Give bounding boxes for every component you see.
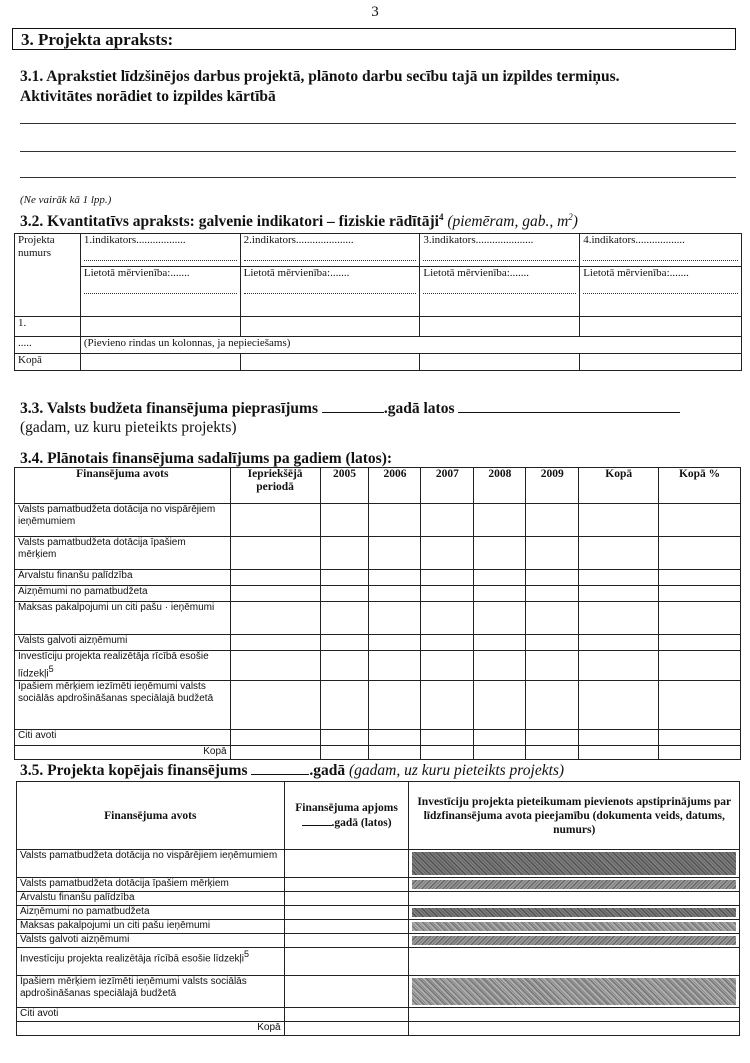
source-label <box>15 586 231 602</box>
section-3-2-heading <box>20 212 578 231</box>
value-cell[interactable] <box>526 635 579 651</box>
footnote-mark: 5 <box>48 664 54 674</box>
source-label <box>17 892 285 906</box>
value-cell[interactable] <box>474 537 526 570</box>
source-label <box>17 948 285 976</box>
source-text: Valsts pamatbudžeta dotācija no vispārējiem ieņēmumiem <box>20 850 278 861</box>
total-cell[interactable] <box>320 746 369 760</box>
indicator-2-header[interactable] <box>240 234 420 267</box>
table-row <box>17 906 740 920</box>
shaded-area <box>412 936 736 945</box>
indicator-label: 3.indikators..................... <box>423 234 534 246</box>
example-end: ) <box>572 213 578 231</box>
total-label: Kopā <box>15 354 81 371</box>
heading-text-b: .gadā latos <box>383 400 455 417</box>
column-header: 2008 <box>474 468 526 504</box>
value-cell[interactable] <box>474 635 526 651</box>
amount-cell[interactable] <box>284 976 409 1008</box>
value-cell[interactable] <box>526 651 579 681</box>
heading-text: 3.5. Projekta kopējais finansējums <box>20 762 248 779</box>
total-cell[interactable] <box>421 746 474 760</box>
value-cell[interactable] <box>320 537 369 570</box>
indicator-label: 1.indikators.................. <box>83 234 186 246</box>
value-cell[interactable] <box>580 317 742 337</box>
table-row <box>15 681 741 730</box>
header-source: Finansējuma avots <box>17 782 285 850</box>
total-row <box>15 746 741 760</box>
value-cell[interactable] <box>421 635 474 651</box>
value-cell[interactable] <box>230 570 320 586</box>
value-cell[interactable] <box>420 317 580 337</box>
column-header: Kopā <box>579 468 659 504</box>
heading-sub: (gadam, uz kuru pieteikts projekts) <box>20 419 237 436</box>
confirmation-cell <box>409 934 740 948</box>
value-cell[interactable] <box>230 651 320 681</box>
value-cell[interactable] <box>80 317 240 337</box>
total-cell[interactable] <box>230 746 320 760</box>
value-cell[interactable] <box>659 681 741 730</box>
header-amount-b: .gadā (latos) <box>331 817 392 829</box>
section-3-1-heading <box>20 67 735 107</box>
value-cell[interactable] <box>369 537 421 570</box>
confirmation-cell[interactable] <box>409 948 740 976</box>
amount-cell[interactable] <box>284 934 409 948</box>
total-label: Kopā <box>15 746 231 760</box>
table-row <box>17 850 740 878</box>
confirmation-cell <box>409 976 740 1008</box>
value-cell[interactable] <box>320 635 369 651</box>
value-cell[interactable] <box>421 651 474 681</box>
table-row <box>15 537 741 570</box>
unit-label: Lietotā mērvienība:....... <box>583 267 689 279</box>
value-cell[interactable] <box>579 586 659 602</box>
value-cell[interactable] <box>526 602 579 635</box>
value-cell[interactable] <box>230 681 320 730</box>
shaded-area <box>412 922 736 931</box>
unit-cell[interactable] <box>80 267 240 317</box>
value-cell[interactable] <box>230 537 320 570</box>
amount-cell[interactable] <box>284 1008 409 1022</box>
value-cell[interactable] <box>526 681 579 730</box>
amount-cell[interactable] <box>284 948 409 976</box>
value-cell[interactable] <box>421 504 474 537</box>
heading-example <box>443 213 578 230</box>
confirmation-cell <box>409 850 740 878</box>
total-cell[interactable] <box>369 746 421 760</box>
value-cell[interactable] <box>474 681 526 730</box>
value-cell[interactable] <box>320 586 369 602</box>
unit-label: Lietotā mērvienība:....... <box>243 267 350 279</box>
unit-cell[interactable] <box>240 267 420 317</box>
value-cell[interactable] <box>526 570 579 586</box>
source-text: Ārvalstu finanšu palīdzība <box>20 892 135 903</box>
table-row <box>17 934 740 948</box>
answer-line[interactable] <box>20 151 736 152</box>
source-text: Investīciju projekta realizētāja rīcībā esošie līdzekļi <box>20 953 244 965</box>
indicator-label: 4.indikators.................. <box>583 234 685 246</box>
source-label <box>15 570 231 586</box>
table-row <box>15 504 741 537</box>
value-cell[interactable] <box>474 504 526 537</box>
value-cell[interactable] <box>320 730 369 746</box>
total-cell[interactable] <box>409 1022 740 1036</box>
column-header: 2007 <box>421 468 474 504</box>
value-cell[interactable] <box>421 570 474 586</box>
column-header: 2006 <box>369 468 421 504</box>
value-cell[interactable] <box>421 537 474 570</box>
confirmation-cell <box>409 906 740 920</box>
source-label <box>17 906 285 920</box>
amount-cell[interactable] <box>284 892 409 906</box>
confirmation-cell <box>409 920 740 934</box>
header-amount <box>284 782 409 850</box>
heading-text: 3.3. Valsts budžeta finansējuma pieprasījums <box>20 400 318 417</box>
source-text: Investīciju projekta realizētāja rīcībā esošie līdzekļi <box>18 651 209 680</box>
value-cell[interactable] <box>369 730 421 746</box>
source-text: Aizņēmumi no pamatbudžeta <box>18 586 148 597</box>
value-cell[interactable] <box>659 635 741 651</box>
indicator-1-header[interactable] <box>80 234 240 267</box>
unit-label: Lietotā mērvienība:....... <box>423 267 530 279</box>
section-title: 3. Projekta apraksts: <box>12 28 736 50</box>
row-number: ..... <box>15 337 81 354</box>
value-cell[interactable] <box>369 681 421 730</box>
source-label <box>15 681 231 730</box>
value-cell[interactable] <box>579 504 659 537</box>
table-row <box>17 920 740 934</box>
example-text: (piemēram, gab., m <box>443 213 569 231</box>
table-row <box>17 1008 740 1022</box>
heading-line-2: Aktivitātes norādiet to izpildes kārtībā <box>20 88 276 105</box>
source-label <box>17 934 285 948</box>
answer-line[interactable] <box>20 123 736 124</box>
footnote-mark: 5 <box>244 949 250 959</box>
source-text: Valsts pamatbudžeta dotācija no vispārējiem ieņēmumiem <box>18 504 216 527</box>
source-text: Citi avoti <box>18 730 57 742</box>
table-row <box>15 730 741 746</box>
header-confirmation: Investīciju projekta pieteikumam pievienots apstiprinājums par līdzfinansējuma avota pieejamību (dokumenta veids, datums, numurs) <box>409 782 740 850</box>
total-cell[interactable] <box>240 354 420 371</box>
value-cell[interactable] <box>526 537 579 570</box>
value-cell[interactable] <box>474 602 526 635</box>
value-cell[interactable] <box>659 651 741 681</box>
shaded-area <box>412 880 736 889</box>
value-cell[interactable] <box>230 730 320 746</box>
year-input[interactable] <box>322 400 384 413</box>
header-amount-a: Finansējuma apjoms <box>295 802 398 814</box>
amount-cell[interactable] <box>284 878 409 892</box>
source-text: Valsts pamatbudžeta dotācija īpašiem mērķiem <box>18 537 186 560</box>
source-label <box>17 976 285 1008</box>
year-input[interactable] <box>302 815 332 826</box>
value-cell[interactable] <box>526 586 579 602</box>
length-note: (Ne vairāk kā 1 lpp.) <box>20 194 112 206</box>
value-cell[interactable] <box>369 570 421 586</box>
total-label: Kopā <box>17 1022 285 1036</box>
value-cell[interactable] <box>320 681 369 730</box>
value-cell[interactable] <box>369 504 421 537</box>
value-cell[interactable] <box>579 570 659 586</box>
total-financing-table <box>16 781 740 1036</box>
value-cell[interactable] <box>421 730 474 746</box>
source-label <box>15 730 231 746</box>
table-row <box>15 570 741 586</box>
value-cell[interactable] <box>320 570 369 586</box>
table-row <box>15 602 741 635</box>
page-number: 3 <box>371 4 379 20</box>
source-text: Valsts galvoti aizņēmumi <box>18 635 128 646</box>
value-cell[interactable] <box>579 651 659 681</box>
row-number: 1. <box>15 317 81 337</box>
source-text: Ārvalstu finanšu palīdzība <box>18 570 133 581</box>
value-cell[interactable] <box>579 602 659 635</box>
value-cell[interactable] <box>320 651 369 681</box>
value-cell[interactable] <box>659 504 741 537</box>
value-cell[interactable] <box>421 602 474 635</box>
value-cell[interactable] <box>474 586 526 602</box>
source-label <box>15 504 231 537</box>
value-cell[interactable] <box>369 635 421 651</box>
indicator-label: 2.indikators..................... <box>243 234 354 246</box>
table-row <box>15 651 741 681</box>
amount-cell[interactable] <box>284 906 409 920</box>
source-label <box>15 651 231 681</box>
total-cell[interactable] <box>579 746 659 760</box>
column-header: Kopā % <box>659 468 741 504</box>
value-cell[interactable] <box>474 651 526 681</box>
table-row <box>15 635 741 651</box>
amount-cell[interactable] <box>284 850 409 878</box>
total-cell[interactable] <box>580 354 742 371</box>
source-label <box>15 537 231 570</box>
indicators-table <box>14 233 742 371</box>
add-rows-note: (Pievieno rindas un kolonnas, ja nepieciešams) <box>80 337 741 354</box>
source-label <box>15 635 231 651</box>
total-row <box>17 1022 740 1036</box>
value-cell[interactable] <box>421 681 474 730</box>
column-header: Iepriekšējā periodā <box>230 468 320 504</box>
unit-cell[interactable] <box>580 267 742 317</box>
year-input[interactable] <box>251 762 309 775</box>
value-cell[interactable] <box>230 586 320 602</box>
source-label <box>15 602 231 635</box>
value-cell[interactable] <box>320 504 369 537</box>
value-cell[interactable] <box>579 537 659 570</box>
source-text: Īpašiem mērķiem iezīmēti ieņēmumi valsts sociālās apdrošināšanas speciālajā budžetā <box>20 976 247 999</box>
value-cell[interactable] <box>230 635 320 651</box>
column-header: Finansējuma avots <box>15 468 231 504</box>
section-3-3-heading <box>20 399 680 437</box>
total-cell[interactable] <box>420 354 580 371</box>
total-cell[interactable] <box>474 746 526 760</box>
value-cell[interactable] <box>474 730 526 746</box>
table-row <box>17 976 740 1008</box>
value-cell[interactable] <box>369 651 421 681</box>
value-cell[interactable] <box>659 570 741 586</box>
value-cell[interactable] <box>230 602 320 635</box>
source-label <box>17 1008 285 1022</box>
source-label <box>17 878 285 892</box>
section-3-4-heading: 3.4. Plānotais finansējuma sadalījums pa gadiem (latos): <box>20 450 393 467</box>
value-cell[interactable] <box>230 504 320 537</box>
source-label <box>17 920 285 934</box>
value-cell[interactable] <box>526 504 579 537</box>
source-text: Maksas pakalpojumi un citi pašu · ieņēmumi <box>18 602 215 613</box>
value-cell[interactable] <box>421 586 474 602</box>
heading-text-b: .gadā <box>309 762 346 779</box>
confirmation-cell[interactable] <box>409 1008 740 1022</box>
answer-line[interactable] <box>20 177 736 178</box>
source-text: Valsts galvoti aizņēmumi <box>20 934 130 945</box>
table-row <box>17 878 740 892</box>
source-text: Citi avoti <box>20 1008 59 1019</box>
value-cell[interactable] <box>579 730 659 746</box>
total-cell[interactable] <box>659 746 741 760</box>
source-text: Maksas pakalpojumi un citi pašu ieņēmumi <box>20 920 211 931</box>
heading-italic: (gadam, uz kuru pieteikts projekts) <box>348 762 565 779</box>
value-cell[interactable] <box>659 730 741 746</box>
value-cell[interactable] <box>240 317 420 337</box>
value-cell[interactable] <box>579 635 659 651</box>
value-cell[interactable] <box>474 570 526 586</box>
amount-cell[interactable] <box>284 920 409 934</box>
table-row <box>17 948 740 976</box>
superscript: 2 <box>568 212 573 222</box>
column-header: 2005 <box>320 468 369 504</box>
value-cell[interactable] <box>659 537 741 570</box>
heading-line-1: 3.1. Aprakstiet līdzšinējos darbus projektā, plānoto darbu secību tajā un izpildes termiņus. <box>20 68 620 85</box>
confirmation-cell <box>409 878 740 892</box>
shaded-area <box>412 852 736 875</box>
shaded-area <box>412 908 736 917</box>
indicator-4-header[interactable] <box>580 234 742 267</box>
financing-by-year-table <box>14 467 741 760</box>
indicator-3-header[interactable] <box>420 234 580 267</box>
value-cell[interactable] <box>579 681 659 730</box>
section-3-5-heading <box>20 762 564 780</box>
value-cell[interactable] <box>369 586 421 602</box>
total-cell[interactable] <box>526 746 579 760</box>
source-text: Valsts pamatbudžeta dotācija īpašiem mērķiem <box>20 878 229 889</box>
total-cell[interactable] <box>284 1022 409 1036</box>
value-cell[interactable] <box>659 586 741 602</box>
total-cell[interactable] <box>80 354 240 371</box>
value-cell[interactable] <box>526 730 579 746</box>
column-header: 2009 <box>526 468 579 504</box>
heading-text: 3.2. Kvantitatīvs apraksts: galvenie indikatori – fiziskie rādītāji <box>20 213 439 231</box>
table-row <box>15 586 741 602</box>
shaded-area <box>412 978 736 1005</box>
table-row <box>17 892 740 906</box>
unit-cell[interactable] <box>420 267 580 317</box>
project-number-header: Projekta numurs <box>15 234 81 317</box>
amount-input[interactable] <box>458 400 680 413</box>
value-cell[interactable] <box>659 602 741 635</box>
source-text: Aizņēmumi no pamatbudžeta <box>20 906 150 917</box>
confirmation-cell[interactable] <box>409 892 740 906</box>
source-text: Īpašiem mērķiem iezīmēti ieņēmumi valsts sociālās apdrošināšanas speciālajā budžetā <box>18 681 214 705</box>
value-cell[interactable] <box>320 602 369 635</box>
value-cell[interactable] <box>369 602 421 635</box>
source-label <box>17 850 285 878</box>
footnote-mark: 4 <box>438 212 444 222</box>
unit-label: Lietotā mērvienība:....... <box>83 267 190 279</box>
